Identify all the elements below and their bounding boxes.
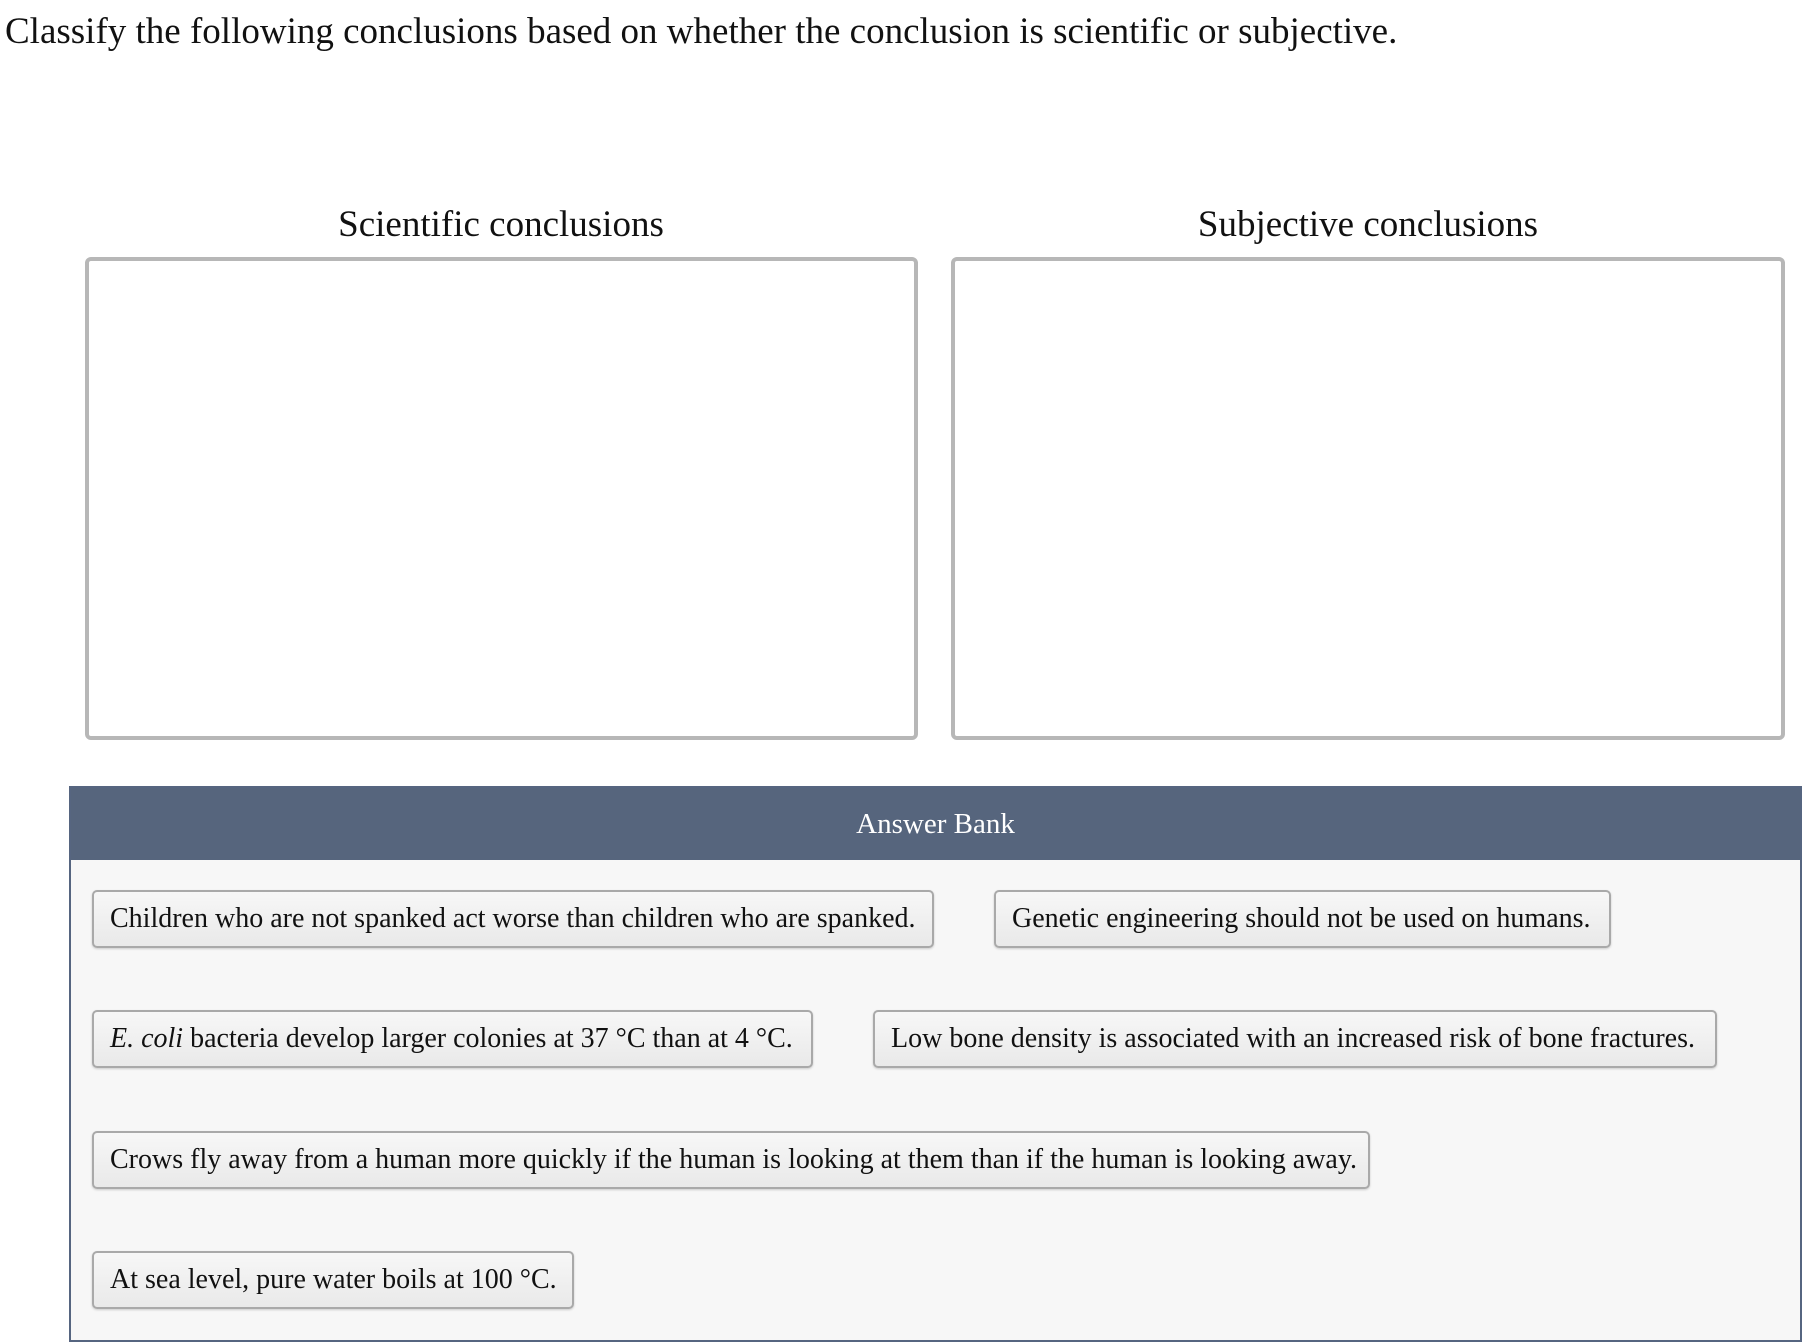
answer-chip-label: At sea level, pure water boils at 100 °C. xyxy=(110,1264,557,1295)
answer-chip-label: bacteria develop larger colonies at 37 °C than at 4 °C. xyxy=(183,1023,793,1054)
scientific-drop-zone[interactable] xyxy=(85,257,918,740)
answer-chip-genetic-engineering[interactable] xyxy=(994,890,1611,948)
answer-chip-crows[interactable] xyxy=(92,1131,1370,1189)
answer-bank xyxy=(69,786,1802,1342)
answer-chip-boiling-water[interactable] xyxy=(92,1251,574,1309)
answer-chip-label: Genetic engineering should not be used on humans. xyxy=(1012,903,1591,934)
subjective-bin-title: Subjective conclusions xyxy=(1197,204,1539,245)
answer-chip-e-coli[interactable] xyxy=(92,1010,813,1068)
answer-chip-spanking[interactable] xyxy=(92,890,934,948)
answer-chip-bone-density[interactable] xyxy=(873,1010,1717,1068)
answer-bank-header: Answer Bank xyxy=(71,788,1800,860)
answer-chip-italic-term: E. coli xyxy=(110,1023,184,1054)
question-instruction: Classify the following conclusions based on whether the conclusion is scientific or subjective. xyxy=(5,11,1398,52)
subjective-drop-zone[interactable] xyxy=(951,257,1785,740)
scientific-bin-title: Scientific conclusions xyxy=(338,204,664,245)
answer-chip-label: Low bone density is associated with an increased risk of bone fractures. xyxy=(891,1023,1695,1054)
answer-chip-label: Crows fly away from a human more quickly if the human is looking at them than if the human is looking away. xyxy=(110,1144,1358,1175)
answer-chip-label: Children who are not spanked act worse than children who are spanked. xyxy=(110,903,916,934)
